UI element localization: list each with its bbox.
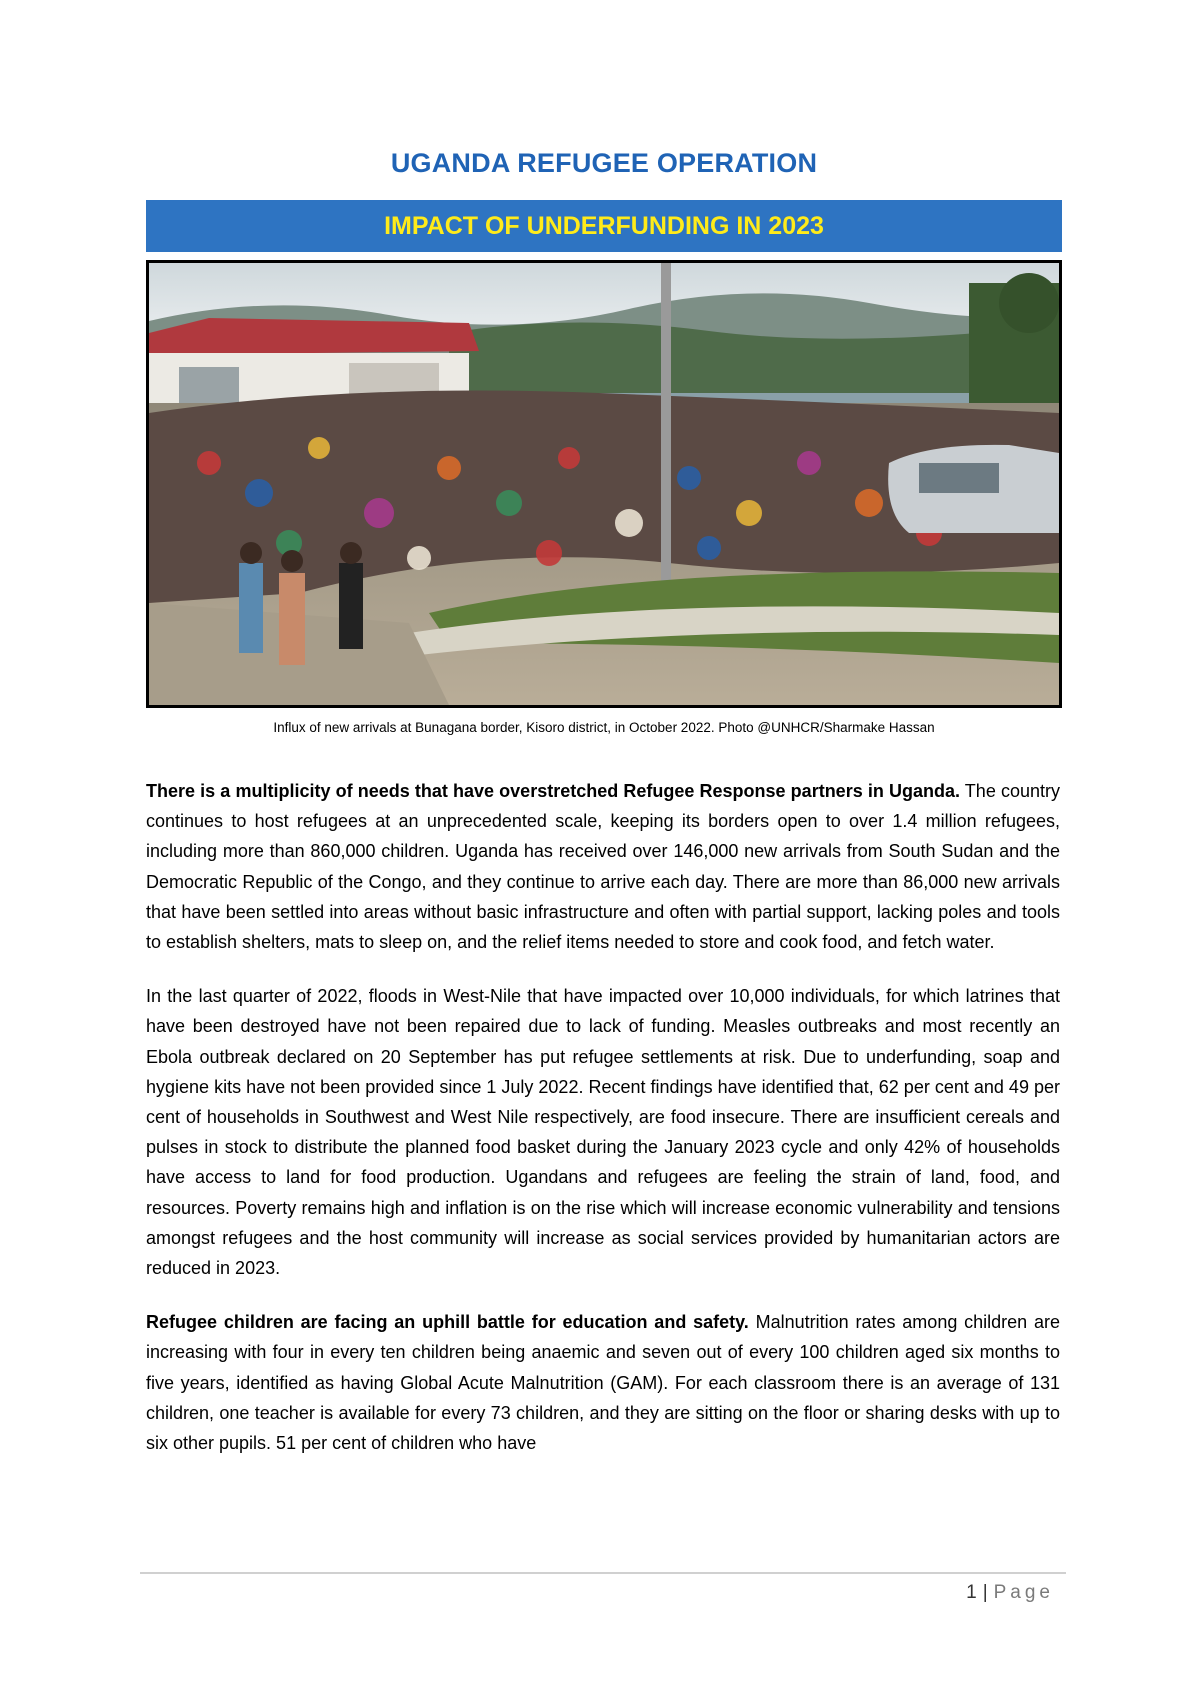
page-title: UGANDA REFUGEE OPERATION — [390, 148, 818, 178]
body-text — [146, 776, 1060, 1482]
paragraph-3-text: Malnutrition rates among children are increasing with four in every ten children being anaemic and seven out of every 100 children aged six months to five years, identified as having Global Acute Malnutrition (GAM). For each classroom there is an average of 131 children, one teacher is available for every 73 children, and they are sitting on the floor or sharing desks with up to six other pupils. 51 per cent of children who have — [146, 1312, 1060, 1454]
section-banner: IMPACT OF UNDERFUNDING IN 2023 — [146, 200, 1062, 252]
crowd-photo-illustration — [149, 263, 1059, 705]
paragraph-1-lead: There is a multiplicity of needs that have overstretched Refugee Response partners in Uganda. — [146, 781, 960, 801]
page-label: Page — [993, 1582, 1054, 1603]
paragraph-3-lead: Refugee children are facing an uphill battle for education and safety. — [146, 1312, 749, 1333]
paragraph-1-text: The country continues to host refugees at an unprecedented scale, keeping its borders open to over 1.4 million refugees, including more than 860,000 children. Uganda has received over 146,000 new arrivals from South Sudan and the Democratic Republic of the Congo, and they continue to arrive each day. There are more than 86,000 new arrivals that have been settled into areas without basic infrastructure and often with partial support, lacking poles and tools to establish shelters, mats to sleep on, and the relief items needed to store and cook food, and fetch water. — [146, 781, 1060, 953]
paragraph-2 — [146, 981, 1060, 1283]
photo-caption: Influx of new arrivals at Bunagana border, Kisoro district, in October 2022. Photo @UNHCR/Sharmake Hassan — [273, 720, 935, 735]
footer-divider — [140, 1572, 1066, 1574]
paragraph-2-text: In the last quarter of 2022, floods in West-Nile that have impacted over 10,000 individuals, for which latrines that have been destroyed have not been repaired due to lack of funding. Measles outbreaks and most recently an Ebola outbreak declared on 20 September has put refugee settlements at risk. Due to underfunding, soap and hygiene kits have not been provided since 1 July 2022. Recent findings have identified that, 62 per cent and 49 per cent of households in Southwest and West Nile respectively, are food insecure. There are insufficient cereals and pulses in stock to distribute the planned food basket during the January 2023 cycle and only 42% of households have access to land for food production. Ugandans and refugees are feeling the strain of land, food, and resources. Poverty remains high and inflation is on the rise which will increase economic vulnerability and tensions amongst refugees and the host community will increase as social services provided by humanitarian actors are reduced in 2023. — [146, 986, 1060, 1279]
paragraph-1 — [146, 776, 1060, 957]
cover-photo — [146, 260, 1062, 708]
paragraph-3 — [146, 1307, 1060, 1458]
footer-separator: | — [982, 1582, 988, 1603]
page-footer — [966, 1582, 1054, 1604]
page-number: 1 — [966, 1582, 977, 1603]
